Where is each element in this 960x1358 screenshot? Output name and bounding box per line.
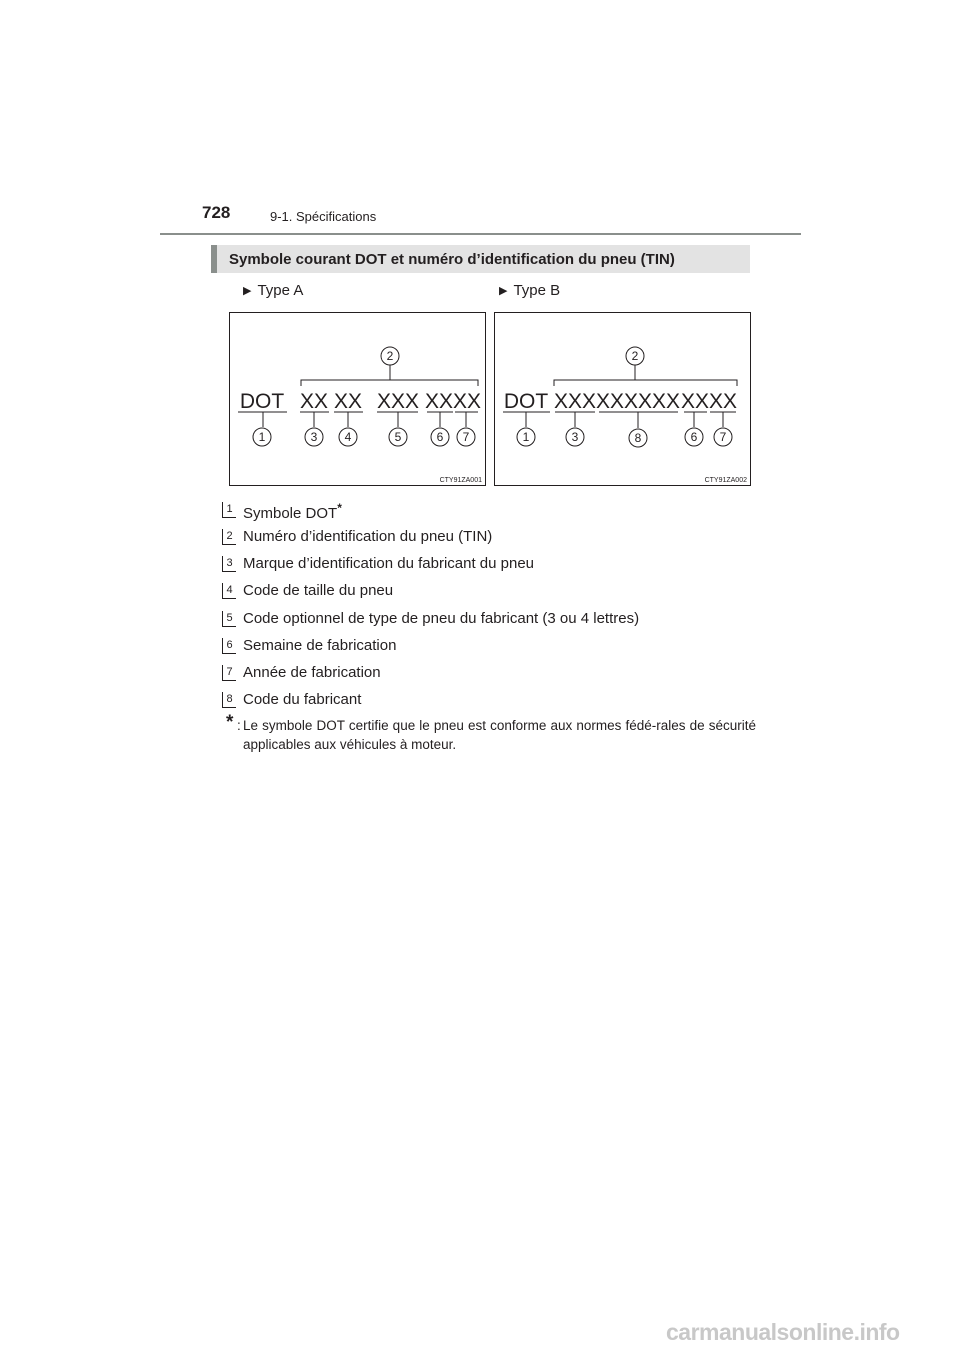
- legend-label: Code optionnel de type de pneu du fabricant (3 ou 4 lettres): [243, 610, 640, 627]
- callout-number: 6: [436, 430, 444, 444]
- figure-code: CTY91ZA001: [439, 477, 482, 484]
- type-b-text: Type B: [513, 282, 561, 299]
- legend-label: Marque d’identification du fabricant du pneu: [243, 555, 535, 572]
- legend-label: Numéro d’identification du pneu (TIN): [243, 528, 493, 545]
- callout-number: 4: [344, 430, 352, 444]
- footnote: [226, 712, 756, 754]
- callout-number: 7: [719, 430, 727, 444]
- legend-badge: 1: [222, 502, 236, 518]
- section-title: Symbole courant DOT et numéro d’identification du pneu (TIN): [229, 251, 675, 268]
- callout-number: 3: [571, 430, 579, 444]
- legend-label: Année de fabrication: [243, 664, 381, 681]
- callout-number: 1: [522, 430, 530, 444]
- token-dot: DOT: [503, 390, 549, 413]
- token-size: XX: [333, 390, 363, 413]
- header-rule: [160, 233, 801, 235]
- section-label: 9-1. Spécifications: [270, 209, 377, 224]
- token-optional: XXX: [376, 390, 420, 413]
- legend-badge: 2: [222, 529, 236, 545]
- token-manufacturer: XX: [299, 390, 329, 413]
- callout-number: 7: [462, 430, 470, 444]
- callout-number: 8: [634, 431, 642, 445]
- token-dot: DOT: [239, 390, 285, 413]
- legend-label: Code du fabricant: [243, 691, 362, 708]
- legend-badge: 5: [222, 611, 236, 627]
- legend-badge: 3: [222, 556, 236, 572]
- legend-label: Semaine de fabrication: [243, 637, 397, 654]
- legend-badge: 4: [222, 583, 236, 599]
- token-date: XXXX: [680, 390, 738, 413]
- callout-number: 3: [310, 430, 318, 444]
- legend-label: Code de taille du pneu: [243, 582, 394, 599]
- tin-diagram-a: [230, 313, 487, 487]
- callout-number: 6: [690, 430, 698, 444]
- page-number: 728: [202, 203, 231, 222]
- legend-text: [243, 501, 342, 522]
- type-a-text: Type A: [257, 282, 304, 299]
- callout-number: 2: [631, 349, 639, 363]
- token-manufacturer-code: XXXXXX: [595, 390, 681, 413]
- legend-badge: 8: [222, 692, 236, 708]
- figure-code: CTY91ZA002: [704, 477, 747, 484]
- legend-badge: 6: [222, 638, 236, 654]
- triangle-right-icon: ▶: [499, 285, 508, 297]
- figure-type-a: [229, 312, 486, 486]
- asterisk-marker: *: [337, 501, 342, 515]
- title-bar: [211, 245, 750, 273]
- legend-label: Symbole DOT: [243, 505, 338, 522]
- type-b-label: [499, 282, 560, 299]
- legend-badge: 7: [222, 665, 236, 681]
- triangle-right-icon: ▶: [243, 285, 252, 297]
- figure-type-b: [494, 312, 751, 486]
- watermark: carmanualsonline.info: [666, 1319, 900, 1345]
- callout-number: 5: [394, 430, 402, 444]
- callout-number: 1: [258, 430, 266, 444]
- footnote-text: Le symbole DOT certifie que le pneu est conforme aux normes fédé-rales de sécurité applicables aux véhicules à moteur.: [243, 718, 756, 752]
- tin-diagram-b: [495, 313, 752, 487]
- token-date: XXXX: [424, 390, 482, 413]
- type-a-label: [243, 282, 303, 299]
- footnote-marker: *: [226, 712, 234, 733]
- footnote-colon: :: [237, 718, 241, 733]
- callout-number: 2: [386, 349, 394, 363]
- token-manufacturer: XXX: [553, 390, 597, 413]
